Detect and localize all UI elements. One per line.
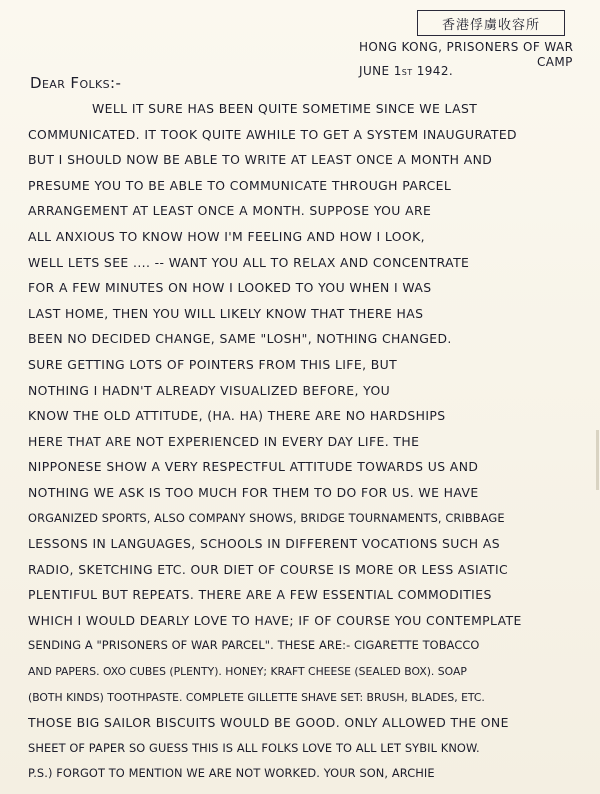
letter-line: WHICH I WOULD DEARLY LOVE TO HAVE; IF OF COURSE YOU CONTEMPLATE: [28, 612, 522, 628]
letter-line: NOTHING I HADN'T ALREADY VISUALIZED BEFORE, YOU: [28, 382, 391, 398]
letter-line: SENDING A "PRISONERS OF WAR PARCEL". THESE ARE:- CIGARETTE TOBACCO: [28, 638, 480, 653]
letter-line: ALL ANXIOUS TO KNOW HOW I'M FEELING AND HOW I LOOK,: [28, 228, 425, 244]
letter-line: COMMUNICATED. IT TOOK QUITE AWHILE TO GET A SYSTEM INAUGURATED: [28, 126, 517, 142]
letter-line: BUT I SHOULD NOW BE ABLE TO WRITE AT LEAST ONCE A MONTH AND: [28, 152, 493, 168]
header-date: JUNE 1st 1942.: [359, 64, 454, 78]
letter-line: HERE THAT ARE NOT EXPERIENCED IN EVERY DAY LIFE. THE: [28, 433, 420, 449]
letter-body: [28, 96, 588, 787]
letter-line: RADIO, SKETCHING ETC. OUR DIET OF COURSE IS MORE OR LESS ASIATIC: [28, 561, 509, 577]
letter-line: BEEN NO DECIDED CHANGE, SAME "LOSH", NOTHING CHANGED.: [28, 331, 452, 347]
letter-line: NOTHING WE ASK IS TOO MUCH FOR THEM TO DO FOR US. WE HAVE: [28, 484, 479, 500]
letter-line: KNOW THE OLD ATTITUDE, (HA. HA) THERE ARE NO HARDSHIPS: [28, 408, 446, 424]
letter-line: P.S.) FORGOT TO MENTION WE ARE NOT WORKED. YOUR SON, ARCHIE: [28, 766, 435, 781]
letter-line: FOR A FEW MINUTES ON HOW I LOOKED TO YOU WHEN I WAS: [28, 280, 432, 296]
paper-crease: [596, 430, 599, 490]
letter-line: PLENTIFUL BUT REPEATS. THERE ARE A FEW ESSENTIAL COMMODITIES: [28, 587, 492, 603]
letter-line: (BOTH KINDS) TOOTHPASTE. COMPLETE GILLETTE SHAVE SET: BRUSH, BLADES, ETC.: [28, 690, 485, 704]
letter-line: LAST HOME, THEN YOU WILL LIKELY KNOW THAT THERE HAS: [28, 305, 424, 321]
letter-line: ORGANIZED SPORTS, ALSO COMPANY SHOWS, BRIDGE TOURNAMENTS, CRIBBAGE: [28, 510, 505, 525]
letter-line: WELL IT SURE HAS BEEN QUITE SOMETIME SINCE WE LAST: [92, 101, 478, 116]
header-camp: CAMP: [537, 55, 573, 69]
letter-line: NIPPONESE SHOW A VERY RESPECTFUL ATTITUDE TOWARDS US AND: [28, 459, 479, 475]
letter-line: SHEET OF PAPER SO GUESS THIS IS ALL FOLKS LOVE TO ALL LET SYBIL KNOW.: [28, 740, 480, 755]
letter-line: LESSONS IN LANGUAGES, SCHOOLS IN DIFFERENT VOCATIONS SUCH AS: [28, 536, 500, 552]
letter-line: WELL LETS SEE .... -- WANT YOU ALL TO RELAX AND CONCENTRATE: [28, 254, 470, 270]
letter-line: THOSE BIG SAILOR BISCUITS WOULD BE GOOD. ONLY ALLOWED THE ONE: [28, 715, 509, 731]
greeting: Dear Folks:-: [30, 74, 122, 92]
camp-stamp: [417, 10, 565, 36]
letter-line: ARRANGEMENT AT LEAST ONCE A MONTH. SUPPOSE YOU ARE: [28, 203, 432, 219]
header-place: HONG KONG, PRISONERS OF WAR: [359, 40, 574, 54]
camp-stamp-text: 香港俘虜收容所: [441, 18, 540, 33]
letter-line: AND PAPERS. OXO CUBES (PLENTY). HONEY; KRAFT CHEESE (SEALED BOX). SOAP: [28, 665, 467, 679]
letter-line: SURE GETTING LOTS OF POINTERS FROM THIS LIFE, BUT: [28, 356, 398, 372]
letter-line: PRESUME YOU TO BE ABLE TO COMMUNICATE THROUGH PARCEL: [28, 177, 452, 193]
